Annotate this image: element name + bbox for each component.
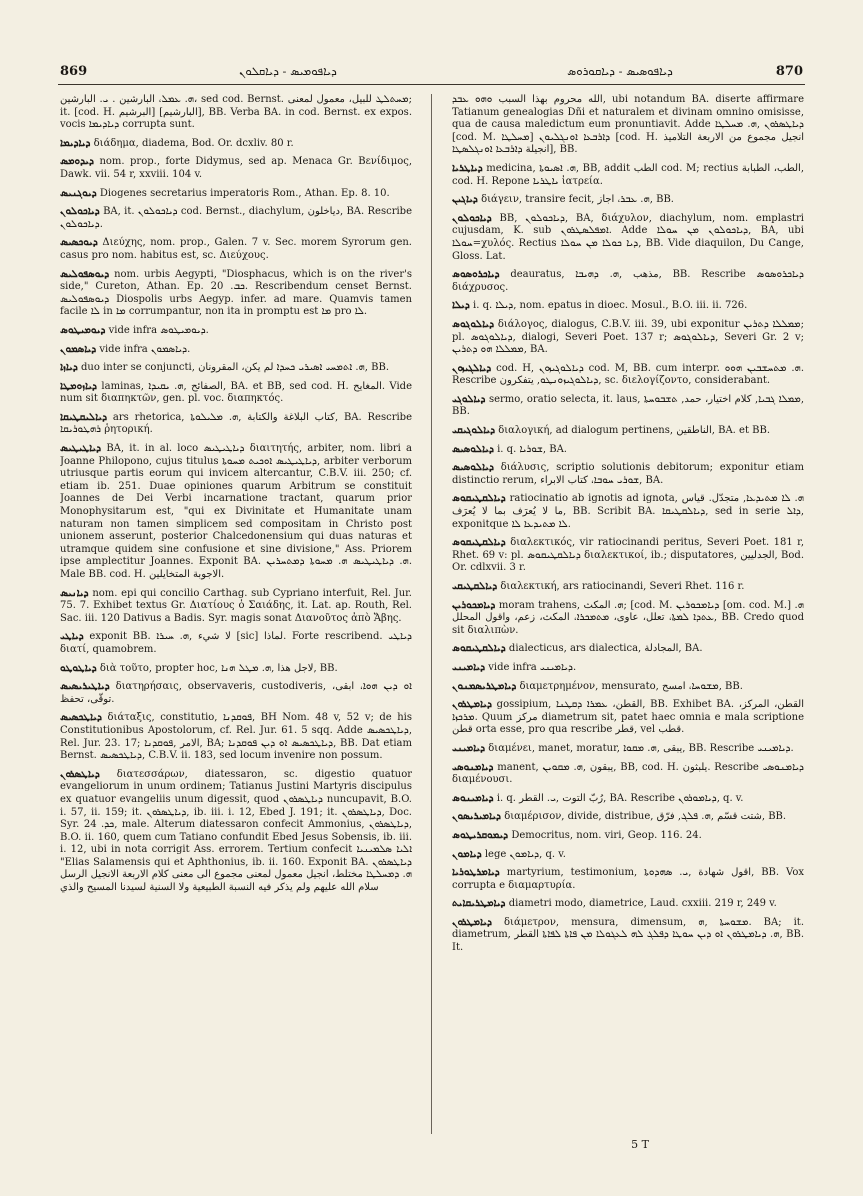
entry-text: διαμένει, manet, moratur, يبقى ,ܗ. ܡܩܘܐ, BB. Rescribe ܕܝܐܡܝܢܝ.	[488, 742, 794, 754]
dictionary-entry	[452, 537, 804, 575]
entry-headword: ܕܝܐܓܝܢ	[452, 194, 478, 206]
dictionary-entry	[452, 444, 804, 457]
dictionary-entry	[452, 849, 804, 862]
dictionary-entry	[60, 206, 412, 231]
entry-text: medicina, ܗ. ܐܣܝܘܬܐ, BB, addit الطب cod. M; rectius الطب، الطبابة, cod. H. Repone ܝܐܛܪܝܐ ἰατρεία.	[452, 162, 804, 187]
dictionary-entry	[452, 762, 804, 787]
dictionary-entry	[452, 394, 804, 419]
dictionary-entry	[60, 663, 412, 676]
entry-text: ars rhetorica, كتاب البلاغة والكتابة ,ܗ. ܡܠܝܠܘܬܐ, BA. Rescribe ܪܗܛܘܪܝܩܐ ῥητορική.	[60, 411, 412, 436]
entry-text: Democritus, nom. viri, Geop. 116. 24.	[511, 829, 702, 841]
entry-text: BA, it. in al. loco ܕܝܐܛܝܛܝܣ διαιτητής, arbiter, nom. libri a Joanne Philopono, cujus titulus ܕܝܐܛܝܛܝܣ ܐܘܟܝܬ ܡܚܘܬܐ, arbiter verborum utriusque partis eorum qui invicem altercantur, C.B.V. iii. 250; cf. etiam ib. 251. Duae opiniones quarum Arbitrum se constituit Joannes de Dei Verbi incarnatione tractant, quarum prior Monophysitarum est, "qui ex Divinitate et Humanitate unam naturam non tamen simplicem sed compositam in Christo post unionem asserunt, posterior Chalcedonensium qui duas naturas et utramque quidem sine confusione et sine divisione," Ass. Priorem ipse amplectitur Joannes. Exponit BA. ܗ. ܕܝܐܛܝܛܝܣ ܗ. ܡܚܘܬܐ ܕܡܬܚܪܝܢ. Male BB. cod. H. الاجوبة المتخايلين.	[60, 443, 412, 580]
dictionary-entry	[60, 412, 412, 437]
entry-headword: ܕܝܡܘܩܪܝܛܘܣ	[452, 829, 509, 841]
entry-headword: ܕܝܐܛܝܛܝܣ	[60, 443, 102, 455]
dictionary-entry	[452, 363, 804, 388]
entry-headword: ܕܝܐܟܪܘܣܘܣ	[452, 269, 500, 281]
page-number-right: 870	[775, 64, 803, 79]
entry-headword: ܕܝܐܡܛܪܝܣܡܢܘܢ	[452, 680, 517, 692]
dictionary-entry	[60, 344, 412, 357]
entry-headword: ܕܝܐܙܘܡܛܐ	[60, 380, 97, 392]
entry-text: laminas, الصفائح ,ܗ. ܝܩܝܕܐ, BA. et BB, sed cod. H. المغايح. Vide num sit διαπηκτῶν, gen. pl. voc. διαπηκτός.	[60, 380, 412, 405]
dictionary-entry	[60, 237, 412, 262]
entry-text: gossipium, القطن، ܥܡܪܐ ܕܩܛܢܐ, BB. Exhibet BA. القطن، المركز، ܡܪܟܙܐ. Quum مركز diametrum sit, patet haec omnia e mala scriptione قطن orta esse, pro qua rescribe قطر, vel قطب.	[452, 699, 804, 736]
entry-text: διάταξις, constitutio, ܦܘܩܕܢܐ, BH Nom. 48 v, 52 v; de his Constitutionibus Apostolorum, cf. Rel. Jur. 61. 5 sqq. Adde ܕܝܐܛܟܣܝܣ, Rel. Jur. 23. 17; الامر ,ܦܘܩܕܢܐ, BA; ܕܝܐܛܟܣܝܣ ܐܘ ܕܝܢ ܦܘܩܕܢܐ, BB. Dat etiam Bernst. ܕܝܐܛܟܣܝܣ, C.B.V. ii. 183, sed locum invenire non possum.	[60, 712, 412, 762]
entry-text: διάλογος, dialogus, C.B.V. iii. 39, ubi exponitur ܡܡܠܠܐ ܕܬܪܝܢ; pl. ܕܝܐܠܘܓܘܣ, dialogi, Severi Poet. 137 r; ܕܝܐܠܘܓܘܣ, Severi Gr. 2 v; ܡܡܠܠܐ ܗܘ ܕܬܪܝܢ, BA.	[452, 318, 804, 356]
entry-text: cod. H, ܕܝܐܠܘܓܝܙܘܢ cod. M, BB. cum interpr. ܗ. ܡܬܚܫܒܝܢ ܗܘܘ. Rescribe ܕܝܐܠܘܓܝܙܘܢܛܘ, يتفكرون, sc. διελογίζοντο, considerabant.	[452, 362, 804, 387]
entry-headword: ܕܝܐܠܩܛܝܩܝ	[452, 581, 498, 592]
entry-text: nom. urbis Aegypti, "Diosphacus, which is on the river's side," Cureton, Athan. Ep. ܟܒ. 20. Rescribendum censet Bernst. ܕܝܘܣܦܘܠܝܣ Diospolis urbs Aegyp. infer. ad mare. Quamvis tamen facile ܠܐ in ܡܐ corrumpantur, non ita in promptu est ܡܐ pro ܠܐ.	[60, 268, 412, 318]
entry-headword: ܕܝܐܛܘܛܘ	[60, 662, 97, 674]
entry-headword: ܕܝܐܡܝܢܘܣ	[452, 792, 494, 804]
entry-headword: ܕܝܐܕܝܡܐ	[60, 137, 91, 149]
entry-text: i. q. ܫܘܪܝܐ, BA.	[497, 443, 567, 455]
dictionary-entry	[60, 588, 412, 626]
dictionary-entry	[452, 743, 804, 756]
entry-headword: ܕܝܐܟܘܠܘܢ	[452, 212, 492, 224]
entry-headword: ܕܝܐܛܟܣܝܣ	[60, 712, 102, 724]
entry-headword: ܕܝܐܡܝܢܝ	[452, 742, 486, 754]
entry-headword: ܕܝܐܡܝܪܝܣܘܢ	[452, 811, 501, 823]
entry-text: lege ܕܝܐܡܘܢ, q. v.	[484, 848, 566, 860]
entry-text: sermo, oratio selecta, it. laus, ܡܡܠܐ ܓܒܝܐ, كلام اختيار، حمد, ܬܫܒܘܚܬܐ, BB.	[452, 393, 804, 418]
entry-text: manent, يبقون ,ܗ. ܡܩܘܝܢ, BB, cod. H. يلبثون. Rescribe ܕܝܐܡܢܘܣܝ διαμένουσι.	[452, 761, 804, 786]
right-column	[452, 94, 804, 1134]
entry-text: Διεύχης, nom. prop., Galen. 7 v. Sec. morem Syrorum gen. casus pro nom. habitus est, sc. Διεύχους.	[60, 237, 412, 261]
entry-text: ratiocinatio ab ignotis ad ignota, ܗ. ܠܐ ܡܬܝܕܥܐ, متجدّل. قياس ما لا يُعرَف بما لا يُعرَف, BB. Scribit BA. ܕܝܐܠܩܛܝܩܐ, sed in serie ܕܐܠ, exponitque ܠܐ ܡܬܝܕܥܐ ܠܐ.	[452, 493, 804, 530]
entry-text: διάμετρον, mensura, dimensum, ܡܫܘܚܬܐ ,ܗ. BA; it. diametrum, ܗ. ܕܝܐܡܛܪܘܢ ܐܘ ܕܝܢ ܚܘܛܐ ܕܦܠܓ ܠܗ ܠܥܓܘܠܐ ܡܢ ܦܐܬܐ ܠܦܐܬܐ القطر, BB. It.	[452, 916, 804, 954]
entry-text: BA, it. ܕܝܐܟܘܠܘܢ cod. Bernst., diachylum, دياخلون, BA. Rescribe ܕܝܐܟܘܠܘܢ.	[60, 206, 412, 230]
dictionary-entry	[60, 443, 412, 582]
dictionary-entry	[60, 381, 412, 406]
dictionary-entry	[452, 699, 804, 737]
entry-headword: ܕܝܐܡܝܢܝ	[452, 661, 486, 673]
dictionary-entry	[452, 898, 804, 911]
dictionary-entry	[452, 681, 804, 694]
dictionary-entry	[60, 631, 412, 656]
column-divider	[431, 94, 432, 1134]
entry-headword: ܕܝܐܠܩܛܝܩܘܣ	[452, 643, 506, 655]
entry-text: διατεσσάρων, diatessaron, sc. digestio quatuor evangeliorum in unum ordinem; Tatianus Justini Martyris discipulus ex quatuor evangeliis unum digessit, quod ܕܝܐܛܣܪܘܢ nuncupavit, B.O. i. 57, ii. 159; it. ܕܝܐܛܣܪܘܢ, ib. iii. i. 12, Ebed J. 191; it. ܕܝܐܛܣܪܘܢ, Doc. Syr. ܟܕ. 24, male. Alterum diatessaron confecit Ammonius, ܕܝܐܛܣܪܘܢ, B.O. ii. 160, quem cum Tatiano confundit Ebed Jesus Sobensis, ib. iii. i. 12, ubi in nota corrigit Ass. errorem. Tertium confecit ܐܠܝܐ ܣܠܡܝܢܝܐ "Elias Salamensis qui et Aphthonius, ib. ii. 160. Exponit BA. ܕܝܐܛܣܪܘܢ ܗ. ܕܡܚܠܛܐ مختلط، انجيل معمول لمعنى مجموع الى معنى كلام الاربعة الانجيل الرسل سلام الله عليهم ولم يذكر فيه النسبة الطبيعية ولا السنية لسيدنا المسيح والذي	[60, 768, 412, 894]
dictionary-entry	[452, 163, 804, 188]
entry-text: vide infra ܕܝܘܡܝܛܘܣ.	[108, 324, 209, 336]
entry-headword: ܕܝܐܠܝܩܛܝܩܐ	[60, 411, 108, 423]
entry-text: exponit BB. لا شيء ,ܗ. ܚܝܪܐ [sic] لماذا. Forte rescribend. ܕܝܐܛܝ διατί, quamobrem.	[60, 631, 412, 655]
dictionary-entry	[60, 94, 412, 132]
entry-headword: ܕܝܐܛܝ	[60, 631, 84, 643]
entry-text: moram trahens, ܗ. المكث; [cod. M. ܕܝܐܡܟܘܪܝܢ [om. cod. M.] ܗ. ܥܬܕܐ ܠܡܬܐ، تعلل، عاوى، ܡܬܡܟܪܐ، المكث، زعم، واقول المحلل, BB. Credo quod sit διαλιπὼν.	[452, 599, 804, 636]
entry-headword: ܕܝܐܠܘܣܝܣ	[452, 462, 494, 474]
entry-text: duo inter se conjuncti, ܗ. ܐܬܡܚܝ ܐܣܝܪܝ ܟܚܕܐ لم يكن، المقرونان, BB.	[81, 362, 390, 374]
entry-text: διάλυσις, scriptio solutionis debitorum; exponitur etiam distinctio rerum, ܫܘܪܝ ܚܘܒܐ، كتاب الابراء, BA.	[452, 462, 804, 486]
running-head-right: ܕܝܐܦܘܣܝܣ - ܕܝܐܩܘܪܘܣ	[567, 64, 673, 78]
entry-headword: ܕܝܐܡܟܘܪܝܢ	[452, 599, 496, 611]
entry-text: διὰ τοῦτο, propter hoc, لاجل هذا ,ܗ. ܡܛܠ ܗܢܐ, BB.	[99, 662, 338, 674]
signature-mark: 5 T	[631, 1138, 649, 1151]
entry-headword: ܕܝܠܐ	[452, 300, 470, 312]
entry-text: dialecticus, ars dialectica, المجادلة, BA.	[508, 643, 703, 655]
dictionary-entry	[452, 830, 804, 843]
entry-text: vide infra ܕܝܐܣܡܘܢ.	[99, 343, 191, 355]
dictionary-entry	[452, 425, 804, 438]
dictionary-entry	[452, 194, 804, 207]
entry-headword: ܕܝܘܡܝܛܘܣ	[60, 324, 106, 336]
dictionary-entry	[452, 867, 804, 892]
dictionary-entry	[452, 319, 804, 357]
entry-text: martyrium, testimonium, اقول شهادة ,ܝ. ܣܗܕܘܬܐ, BB. Vox corrupta e διαμαρτυρία.	[452, 867, 804, 891]
dictionary-entry	[60, 325, 412, 338]
dictionary-entry	[60, 269, 412, 319]
entry-text: διατηρήσαις, observaveris, custodiveris, ܐܘ ܕܝܢ ܗܘܐ، ابقى، توقّى، تحفظ.	[60, 681, 412, 705]
entry-headword: ܕܝܐܡܪܛܘܪܝܐ	[452, 867, 500, 879]
entry-text: nom. epi qui concilio Carthag. sub Cypriano interfuit, Rel. Jur. 75. 7. Exhibet textus Gr. Διατίους ὁ Σαιάδης, it. Lat. ap. Routh, Rel. Sac. iii. 120 Dativus a Badis. Syr. magis sonat Διανοῦτος ἀπὸ Ἄβης.	[60, 587, 412, 624]
entry-text: deauratus, مذهب ,ܗ. ܕܗܝܒܐ, BB. Rescribe ܕܝܐܟܪܘܣܘܣ διάχρυσος.	[452, 269, 804, 293]
left-column	[60, 94, 412, 1134]
dictionary-entry	[60, 188, 412, 201]
entry-text: διαλεκτική, ars ratiocinandi, Severi Rhet. 116 r.	[500, 581, 745, 592]
entry-text: ܗ. ܥܡܠ، البارشين . ܝ. البارشين، sed cod. Bernst. ܡܚܬܠܛ للبيل، معمول لمعنى; it. [cod. H. البرشيم] [البارشيم], BB. Verba BA. in cod. Bernst. ex expos. vocis ܕܝܐܕܝܡܐ corrupta sunt.	[60, 94, 412, 131]
dictionary-entry	[60, 681, 412, 706]
entry-text: i. q. ܕܝܠܐ, nom. epatus in dioec. Mosul., B.O. iii. ii. 726.	[473, 300, 748, 312]
dictionary-entry	[60, 156, 412, 181]
dictionary-entry	[452, 300, 804, 313]
entry-headword: ܕܝܘܟܣܝܣ	[60, 237, 98, 249]
page-header	[58, 62, 805, 86]
entry-headword: ܕܝܐܠܘܣܝܣ	[452, 443, 494, 455]
entry-headword: ܕܝܐܛܣܪܘܢ	[60, 768, 100, 780]
dictionary-entry	[452, 811, 804, 824]
dictionary-entry	[60, 769, 412, 895]
dictionary-entry	[452, 662, 804, 675]
entry-text: BB, ܕܝܐܟܘܠܘܢ, BA, διάχυλον, diachylum, nom. emplastri cujusdam, K. sub ܐܡܦܠܣܛܪܘܢ. Adde ܕܝܐܟܘܠܘܢ ܡܢ ܚܘܠܐ, BA, ubi ܚܘܠܐ=χυλός. Rectius ܕܝܐ ܟܘܠܐ ܡܢ ܚܘܠܐ, BB. Vide diaquilon, Du Cange, Gloss. Lat.	[452, 212, 804, 262]
entry-headword: ܕܝܐܡܢܘܣܝ	[452, 761, 494, 773]
entry-headword: ܕܝܐܠܘܓܝܩܝ	[452, 425, 496, 437]
entry-headword: ܕܝܐܠܩܛܝܩܘܣ	[452, 493, 506, 505]
entry-text: i. q. رُبّ التوت ,ܝ. القطر, BA. Rescribe ܕܝܐܡܘܪܘܢ, q. v.	[496, 792, 744, 804]
entry-headword: ܕܝܐܡܛܪܝܩܐܝܬ	[452, 898, 506, 910]
entry-headword: ܕܝܐܡܛܪܘܢ	[452, 916, 492, 928]
dictionary-entry	[452, 917, 804, 955]
entry-text: διαμέρισον, divide, distribue, شتت قسّم ,ܗ. ܦܠܓ, فرّق, BB.	[504, 811, 787, 823]
dictionary-entry	[452, 643, 804, 656]
entry-text: diametri modo, diametrice, Laud. cxxiii. 219 r, 249 v.	[508, 898, 777, 910]
dictionary-entry	[452, 462, 804, 487]
entry-text: Diogenes secretarius imperatoris Rom., Athan. Ep. 8. 10.	[99, 187, 390, 199]
entry-headword: ܕܝܘܣܦܘܠܝܣ	[60, 268, 110, 280]
dictionary-entry	[452, 493, 804, 531]
page-number-left: 869	[60, 64, 88, 79]
entry-headword: ܕܝܐܟܘܠܘܢ	[60, 206, 100, 218]
entry-headword: ܕܝܐܡܛܪܘܢ	[452, 699, 492, 711]
entry-headword: ܕܝܐܢܝܣ	[60, 587, 89, 599]
dictionary-entry	[452, 600, 804, 638]
entry-headword: ܕܝܐܠܓܝܙܘܢ	[452, 362, 492, 374]
entry-text: διαλογική, ad dialogum pertinens, الناطقين, BA. et BB.	[498, 425, 771, 437]
dictionary-entry	[452, 213, 804, 263]
entry-text: vide infra ܕܝܐܡܝܢܝ.	[488, 661, 577, 673]
entry-headword: ܕܝܐܠܩܛܝܩܘܣ	[452, 537, 506, 549]
entry-text: nom. prop., forte Didymus, sed ap. Menaca Gr. Βενίδιμος, Dawk. vii. 54 r, xxviii. 104 v.	[60, 156, 412, 180]
entry-headword: ܕܝܐܠܘܓܘܣ	[452, 318, 495, 330]
entry-text: διάγειν, transire fecit, ܗ. ܥܒܪ، اجاز, BB.	[481, 194, 674, 206]
entry-headword: ܕܝܐܛܝܪܝܣܝܣ	[60, 681, 110, 693]
dictionary-entry	[60, 712, 412, 762]
entry-headword: ܕܝܘܓܢܝܣ	[60, 187, 97, 199]
entry-text: διαλεκτικός, vir ratiocinandi peritus, Severi Poet. 181 r, Rhet. 69 v: pl. ܕܝܐܠܩܛܝܩܘܣ διαλεκτικοί, ib.; disputatores, الجدليين, Bod. Or. cdlxvii. 3 r.	[452, 537, 804, 574]
entry-headword: ܕܝܕܘܡܣ	[60, 156, 94, 168]
dictionary-entry	[452, 581, 804, 594]
entry-headword: ܕܝܐܙܐ	[60, 362, 78, 374]
running-head-left: ܕܝܐܦܘܡܝܣ - ܕܝܐܩܠܘܢ	[239, 64, 337, 78]
dictionary-entry	[452, 269, 804, 294]
entry-text: διαμετρημένον, mensurato, ܡܫܘܚܐ، امسح, BB.	[519, 680, 743, 692]
dictionary-entry	[452, 94, 804, 157]
entry-headword: ܕܝܐܠܘܓܝ	[452, 393, 486, 405]
dictionary-entry	[60, 138, 412, 151]
header-rule	[58, 84, 805, 85]
entry-headword: ܕܝܐܡܘܢ	[452, 848, 482, 860]
dictionary-entry	[452, 793, 804, 806]
entry-headword: ܕܝܐܛܪܝܐ	[452, 162, 483, 174]
entry-text: الله محروم بهذا السبب ܘܗܘ ܥܒܕ, ubi notandum BA. diserte affirmare Tatianum genealogias Dñi et naturalem et divinam omnino omisisse, qua de causa maledictum eum pronuntiavit. Adde ܕܝܐܛܣܪܘܢ ,ܗ. ܡܚܠܛܐ [cod. M. ܡܚܠܛܐ] ܕܐܪܒܥܐ ܐܘܢܓܠܝܘܢ [cod. H. انجيل مجموع من الاربعة التلاميذ [انجيلة ܕܐܪܒܥܐ ܐܘܢܓܠܣܛܐ, BB.	[452, 94, 804, 156]
dictionary-entry	[60, 362, 412, 375]
entry-text: διάδημα, diadema, Bod. Or. dcxliv. 80 r.	[93, 137, 294, 149]
entry-headword: ܕܝܐܣܡܘܢ	[60, 343, 97, 355]
